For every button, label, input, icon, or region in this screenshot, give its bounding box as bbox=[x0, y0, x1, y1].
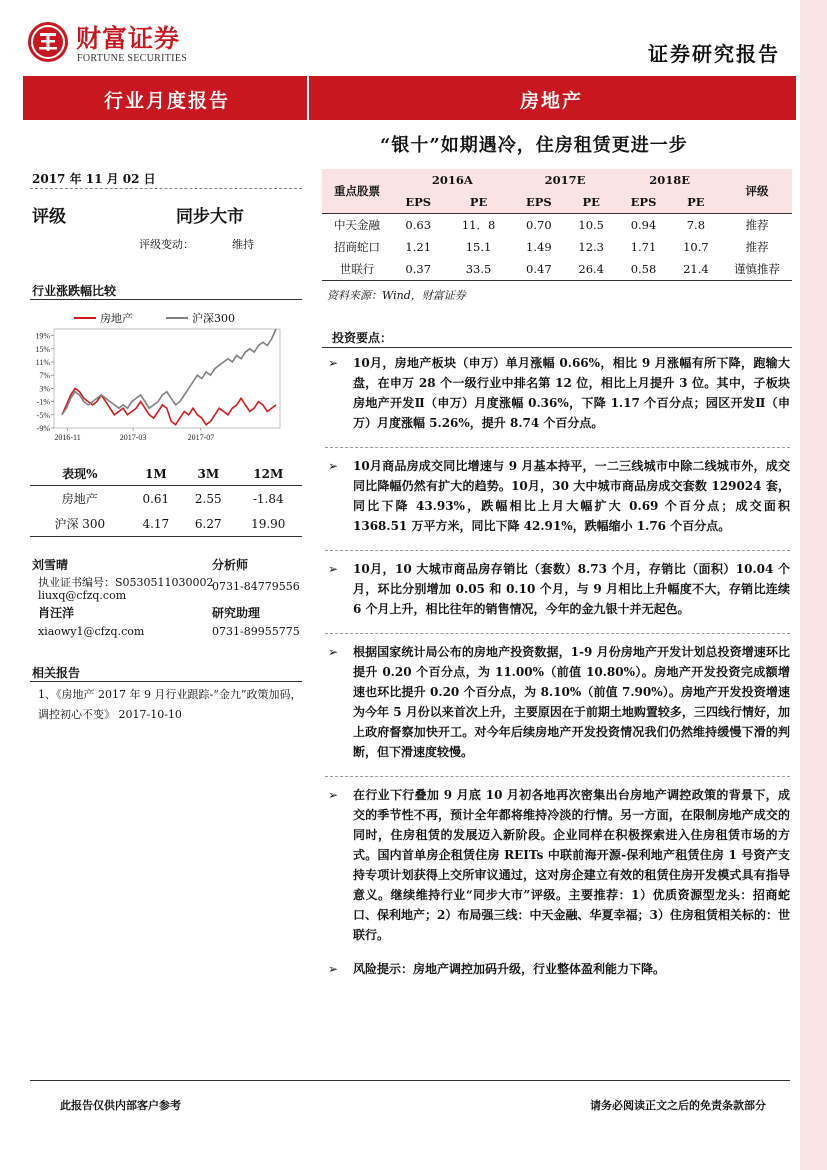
perf-header: 表现% bbox=[30, 462, 130, 486]
year-header: 2018E bbox=[649, 173, 691, 187]
year-header: 2016A bbox=[431, 173, 473, 187]
x-tick-label: 2017-07 bbox=[187, 433, 215, 442]
stock-cell: 0.94 bbox=[630, 218, 657, 232]
chart-section-title: 行业涨跌幅比较 bbox=[32, 284, 117, 298]
perf-cell: 19.90 bbox=[235, 511, 302, 537]
company-name-en: FORTUNE SECURITIES bbox=[77, 53, 188, 64]
investment-points bbox=[325, 353, 790, 993]
table-row bbox=[322, 258, 792, 281]
assistant-email[interactable]: xiaowy1@cfzq.com bbox=[38, 625, 145, 638]
performance-table bbox=[30, 462, 302, 537]
stock-cell: 15.1 bbox=[465, 240, 492, 254]
report-category: 行业月度报告 bbox=[104, 90, 231, 112]
y-tick-label: 11% bbox=[35, 358, 50, 367]
rating-label: 评级 bbox=[32, 207, 66, 227]
table-row bbox=[322, 214, 792, 237]
metric-header: EPS bbox=[526, 195, 552, 209]
band-divider bbox=[307, 76, 309, 120]
year-header: 2017E bbox=[544, 173, 586, 187]
stock-name: 中天金融 bbox=[334, 218, 380, 232]
metric-header: PE bbox=[582, 195, 600, 209]
stock-cell: 10.5 bbox=[578, 218, 604, 232]
rating-change-value: 维持 bbox=[232, 238, 254, 251]
perf-cell: -1.84 bbox=[252, 491, 284, 506]
report-type: 证券研究报告 bbox=[648, 42, 780, 66]
legend-label-0: 房地产 bbox=[100, 312, 133, 325]
stock-table bbox=[322, 169, 792, 281]
stock-cell: 21.4 bbox=[683, 262, 709, 276]
bullet-point: ➢ 10月，10 大城市商品房存销比（套数）8.73 个月，存销比（面积）10.04 个月，环比分别增加 0.05 和 0.10 个月，与 9 月相比上升幅度不大，存销比连续 6 个月上升，相比往年的销售情况，今年的金九银十并无起色。 bbox=[325, 559, 790, 619]
analyst-email[interactable]: liuxq@cfzq.com bbox=[38, 589, 127, 602]
stock-name: 招商蛇口 bbox=[334, 240, 380, 254]
company-name: 财富证券 bbox=[76, 24, 181, 53]
rating-header: 评级 bbox=[745, 184, 769, 198]
industry-chart bbox=[30, 304, 302, 452]
footer-divider bbox=[30, 1080, 790, 1081]
logo-icon bbox=[28, 22, 68, 62]
divider bbox=[325, 550, 790, 551]
perf-header: 1M bbox=[130, 462, 182, 486]
stock-header: 重点股票 bbox=[334, 184, 380, 198]
points-title: 投资要点： bbox=[332, 331, 393, 345]
report-title: “银十”如期遇冷，住房租赁更进一步 bbox=[380, 135, 688, 156]
analyst-phone: 0731-84779556 bbox=[212, 580, 300, 593]
bullet-point: ➢ 根据国家统计局公布的房地产投资数据，1-9 月份房地产开发计划总投资增速环比提升 0.20 个百分点，为 11.00%（前值 10.80%）。房地产开发投资完成额增速也环比提升 0.20 个百分点，为 8.10%（前值 7.90%）。房地产开发投资增速为今年 5 月份以来首次上升，主要原因在于前期土地购置较多，三四线行情好，加上政府督察加快开工。对今年后续房地产开发投资情况我们仍然维持缓慢下滑的判断，但下滑速度较慢。 bbox=[325, 642, 790, 762]
stock-cell: 11．8 bbox=[461, 218, 496, 232]
divider bbox=[30, 681, 302, 682]
y-tick-label: 19% bbox=[35, 331, 50, 341]
perf-cell: 4.17 bbox=[130, 511, 182, 537]
bullet-point: ➢ 10月，房地产板块（申万）单月涨幅 0.66%，相比 9 月涨幅有所下降，跑输大盘，在申万 28 个一级行业中排名第 12 位，相比上月提升 3 位。其中，子板块房地产开发Ⅱ（申万）月度涨幅 0.36%，下降 1.17 个百分点；园区开发Ⅱ（申万）月度涨幅 5.26%，提升 8.74 个百分点。 bbox=[325, 353, 790, 433]
metric-header: PE bbox=[687, 195, 705, 209]
stock-cell: 0.70 bbox=[526, 218, 552, 232]
rating-value: 同步大市 bbox=[176, 207, 244, 227]
legend-label-1: 沪深300 bbox=[192, 312, 235, 325]
perf-header: 12M bbox=[235, 462, 302, 486]
stock-rating: 谨慎推荐 bbox=[734, 262, 780, 276]
perf-cell: 6.27 bbox=[182, 511, 234, 537]
metric-header: EPS bbox=[405, 195, 432, 209]
assistant-name: 肖汪洋 bbox=[38, 606, 75, 620]
stock-cell: 0.63 bbox=[405, 218, 432, 232]
divider bbox=[325, 776, 790, 777]
bullet-point: ➢ 在行业下行叠加 9 月底 10 月初各地再次密集出台房地产调控政策的背景下，成交的季节性不再，预计全年都将维持冷淡的行情。另一方面，在限制房地产成交的同时，住房租赁的发展迈入新阶段。企业同样在积极探索进入住房租赁市场的方式。国内首单房企租赁住房 REITs 中联前海开源-保利地产租赁住房 1 号资产支持专项计划获得上交所审议通过，这对房企建立有效的租赁住房开发模式具有指导意义。继续维持行业“同步大市”评级。主要推荐：1）优质资源型龙头：招商蛇口、保利地产；2）布局强三线：中天金融、华夏幸福；3）住房租赁相关标的：世联行。 bbox=[325, 785, 790, 945]
related-report-link[interactable]: 1、《房地产 2017 年 9 月行业跟踪-“金九”政策加码，调控初心不变》 2017-10-10 bbox=[38, 688, 302, 721]
divider bbox=[30, 299, 302, 300]
assistant-role: 研究助理 bbox=[212, 606, 261, 620]
stock-rating: 推荐 bbox=[745, 240, 769, 254]
perf-header: 3M bbox=[182, 462, 234, 486]
perf-cell: 沪深 300 bbox=[30, 511, 130, 537]
y-tick-label: 7% bbox=[39, 371, 50, 381]
stock-cell: 10.7 bbox=[683, 240, 709, 254]
stock-cell: 7.8 bbox=[686, 218, 706, 232]
metric-header: EPS bbox=[630, 195, 657, 209]
report-date: 2017 年 11 月 02 日 bbox=[32, 172, 156, 186]
analyst-cert: 执业证书编号：S0530511030002 bbox=[38, 576, 214, 589]
y-tick-label: -5% bbox=[36, 410, 50, 420]
y-tick-label: -1% bbox=[36, 397, 50, 407]
x-tick-label: 2016-11 bbox=[54, 433, 81, 442]
stock-cell: 12.3 bbox=[578, 240, 604, 254]
related-section-title: 相关报告 bbox=[32, 666, 81, 680]
metric-header: PE bbox=[469, 195, 488, 209]
chart-frame bbox=[54, 329, 280, 428]
divider bbox=[322, 347, 792, 348]
perf-cell: 2.55 bbox=[194, 491, 222, 506]
y-tick-label: 3% bbox=[39, 384, 50, 394]
stock-cell: 1.71 bbox=[630, 240, 657, 254]
stock-cell: 0.47 bbox=[526, 262, 552, 276]
table-row bbox=[322, 236, 792, 258]
divider bbox=[30, 188, 302, 189]
analyst-role: 分析师 bbox=[212, 558, 249, 572]
stock-cell: 0.58 bbox=[630, 262, 657, 276]
divider bbox=[325, 633, 790, 634]
rating-change-label: 评级变动： bbox=[139, 238, 194, 251]
stock-cell: 0.37 bbox=[405, 262, 432, 276]
assistant-phone: 0731-89955775 bbox=[212, 625, 300, 638]
x-tick-label: 2017-03 bbox=[119, 433, 147, 442]
y-tick-label: 15% bbox=[35, 344, 50, 354]
side-strip bbox=[800, 0, 827, 1170]
perf-cell: 0.61 bbox=[142, 491, 170, 506]
industry-name: 房地产 bbox=[520, 90, 584, 112]
table-row bbox=[30, 511, 302, 537]
stock-rating: 推荐 bbox=[745, 218, 769, 232]
analyst-name: 刘雪晴 bbox=[32, 558, 69, 572]
bullet-point: ➢ 10月商品房成交同比增速与 9 月基本持平，一二三线城市中除二线城市外，成交同比降幅仍然有扩大的趋势。10月，30 大中城市商品房成交套数 129024 套，同比下降 43.93%，跌幅相比上月大幅扩大 0.69 个百分点；成交面积 1368.51 万平方米，同比下降 42.91%，跌幅缩小 1.76 个百分点。 bbox=[325, 456, 790, 536]
stock-cell: 1.21 bbox=[405, 240, 432, 254]
stock-name: 世联行 bbox=[339, 262, 375, 276]
footer-disclaimer: 请务必阅读正文之后的免责条款部分 bbox=[590, 1099, 766, 1112]
stock-cell: 33.5 bbox=[465, 262, 492, 276]
stock-cell: 26.4 bbox=[578, 262, 604, 276]
table-source: 资料来源：Wind，财富证券 bbox=[327, 289, 466, 302]
bullet-point: ➢ 风险提示：房地产调控加码升级，行业整体盈利能力下降。 bbox=[325, 959, 790, 979]
footer-note: 此报告仅供内部客户参考 bbox=[60, 1099, 181, 1112]
table-row bbox=[30, 486, 302, 512]
divider bbox=[325, 447, 790, 448]
y-tick-label: -9% bbox=[36, 424, 50, 433]
perf-cell: 房地产 bbox=[61, 492, 98, 506]
stock-cell: 1.49 bbox=[526, 240, 552, 254]
